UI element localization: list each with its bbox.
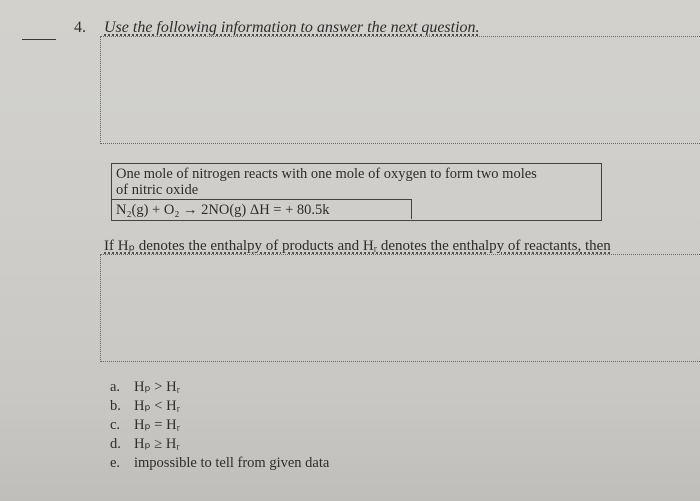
question-prompt: Use the following information to answer the next question. — [104, 19, 480, 36]
info-text-line-1: One mole of nitrogen reacts with one mole of oxygen to form two moles — [116, 166, 537, 182]
information-box — [111, 163, 602, 221]
equation-row — [112, 199, 412, 219]
option-letter: e. — [110, 455, 121, 471]
lower-dotted-box — [100, 254, 700, 362]
option-d[interactable] — [110, 436, 329, 455]
option-text: Hₚ > Hᵣ — [134, 379, 180, 395]
option-letter: b. — [110, 398, 121, 414]
option-letter: c. — [110, 417, 121, 433]
option-letter: d. — [110, 436, 121, 452]
question-number: 4. — [74, 19, 86, 36]
info-text-line-2: of nitric oxide — [116, 182, 199, 198]
option-text: Hₚ ≥ Hᵣ — [134, 436, 180, 452]
option-e[interactable] — [110, 455, 329, 474]
upper-dotted-box — [100, 36, 700, 144]
option-text: impossible to tell from given data — [134, 455, 330, 471]
option-b[interactable] — [110, 398, 329, 417]
option-text: Hₚ < Hᵣ — [134, 398, 180, 414]
chemical-equation: N₂(g) + O₂ → 2NO(g) ΔH = + 80.5k — [116, 202, 330, 218]
option-a[interactable] — [110, 379, 329, 398]
question-stem: If Hₚ denotes the enthalpy of products and Hᵣ denotes the enthalpy of reactants, then — [104, 238, 611, 254]
option-letter: a. — [110, 379, 121, 395]
answer-blank-line — [22, 39, 56, 40]
option-text: Hₚ = Hᵣ — [134, 417, 180, 433]
option-c[interactable] — [110, 417, 329, 436]
answer-options — [110, 379, 329, 474]
